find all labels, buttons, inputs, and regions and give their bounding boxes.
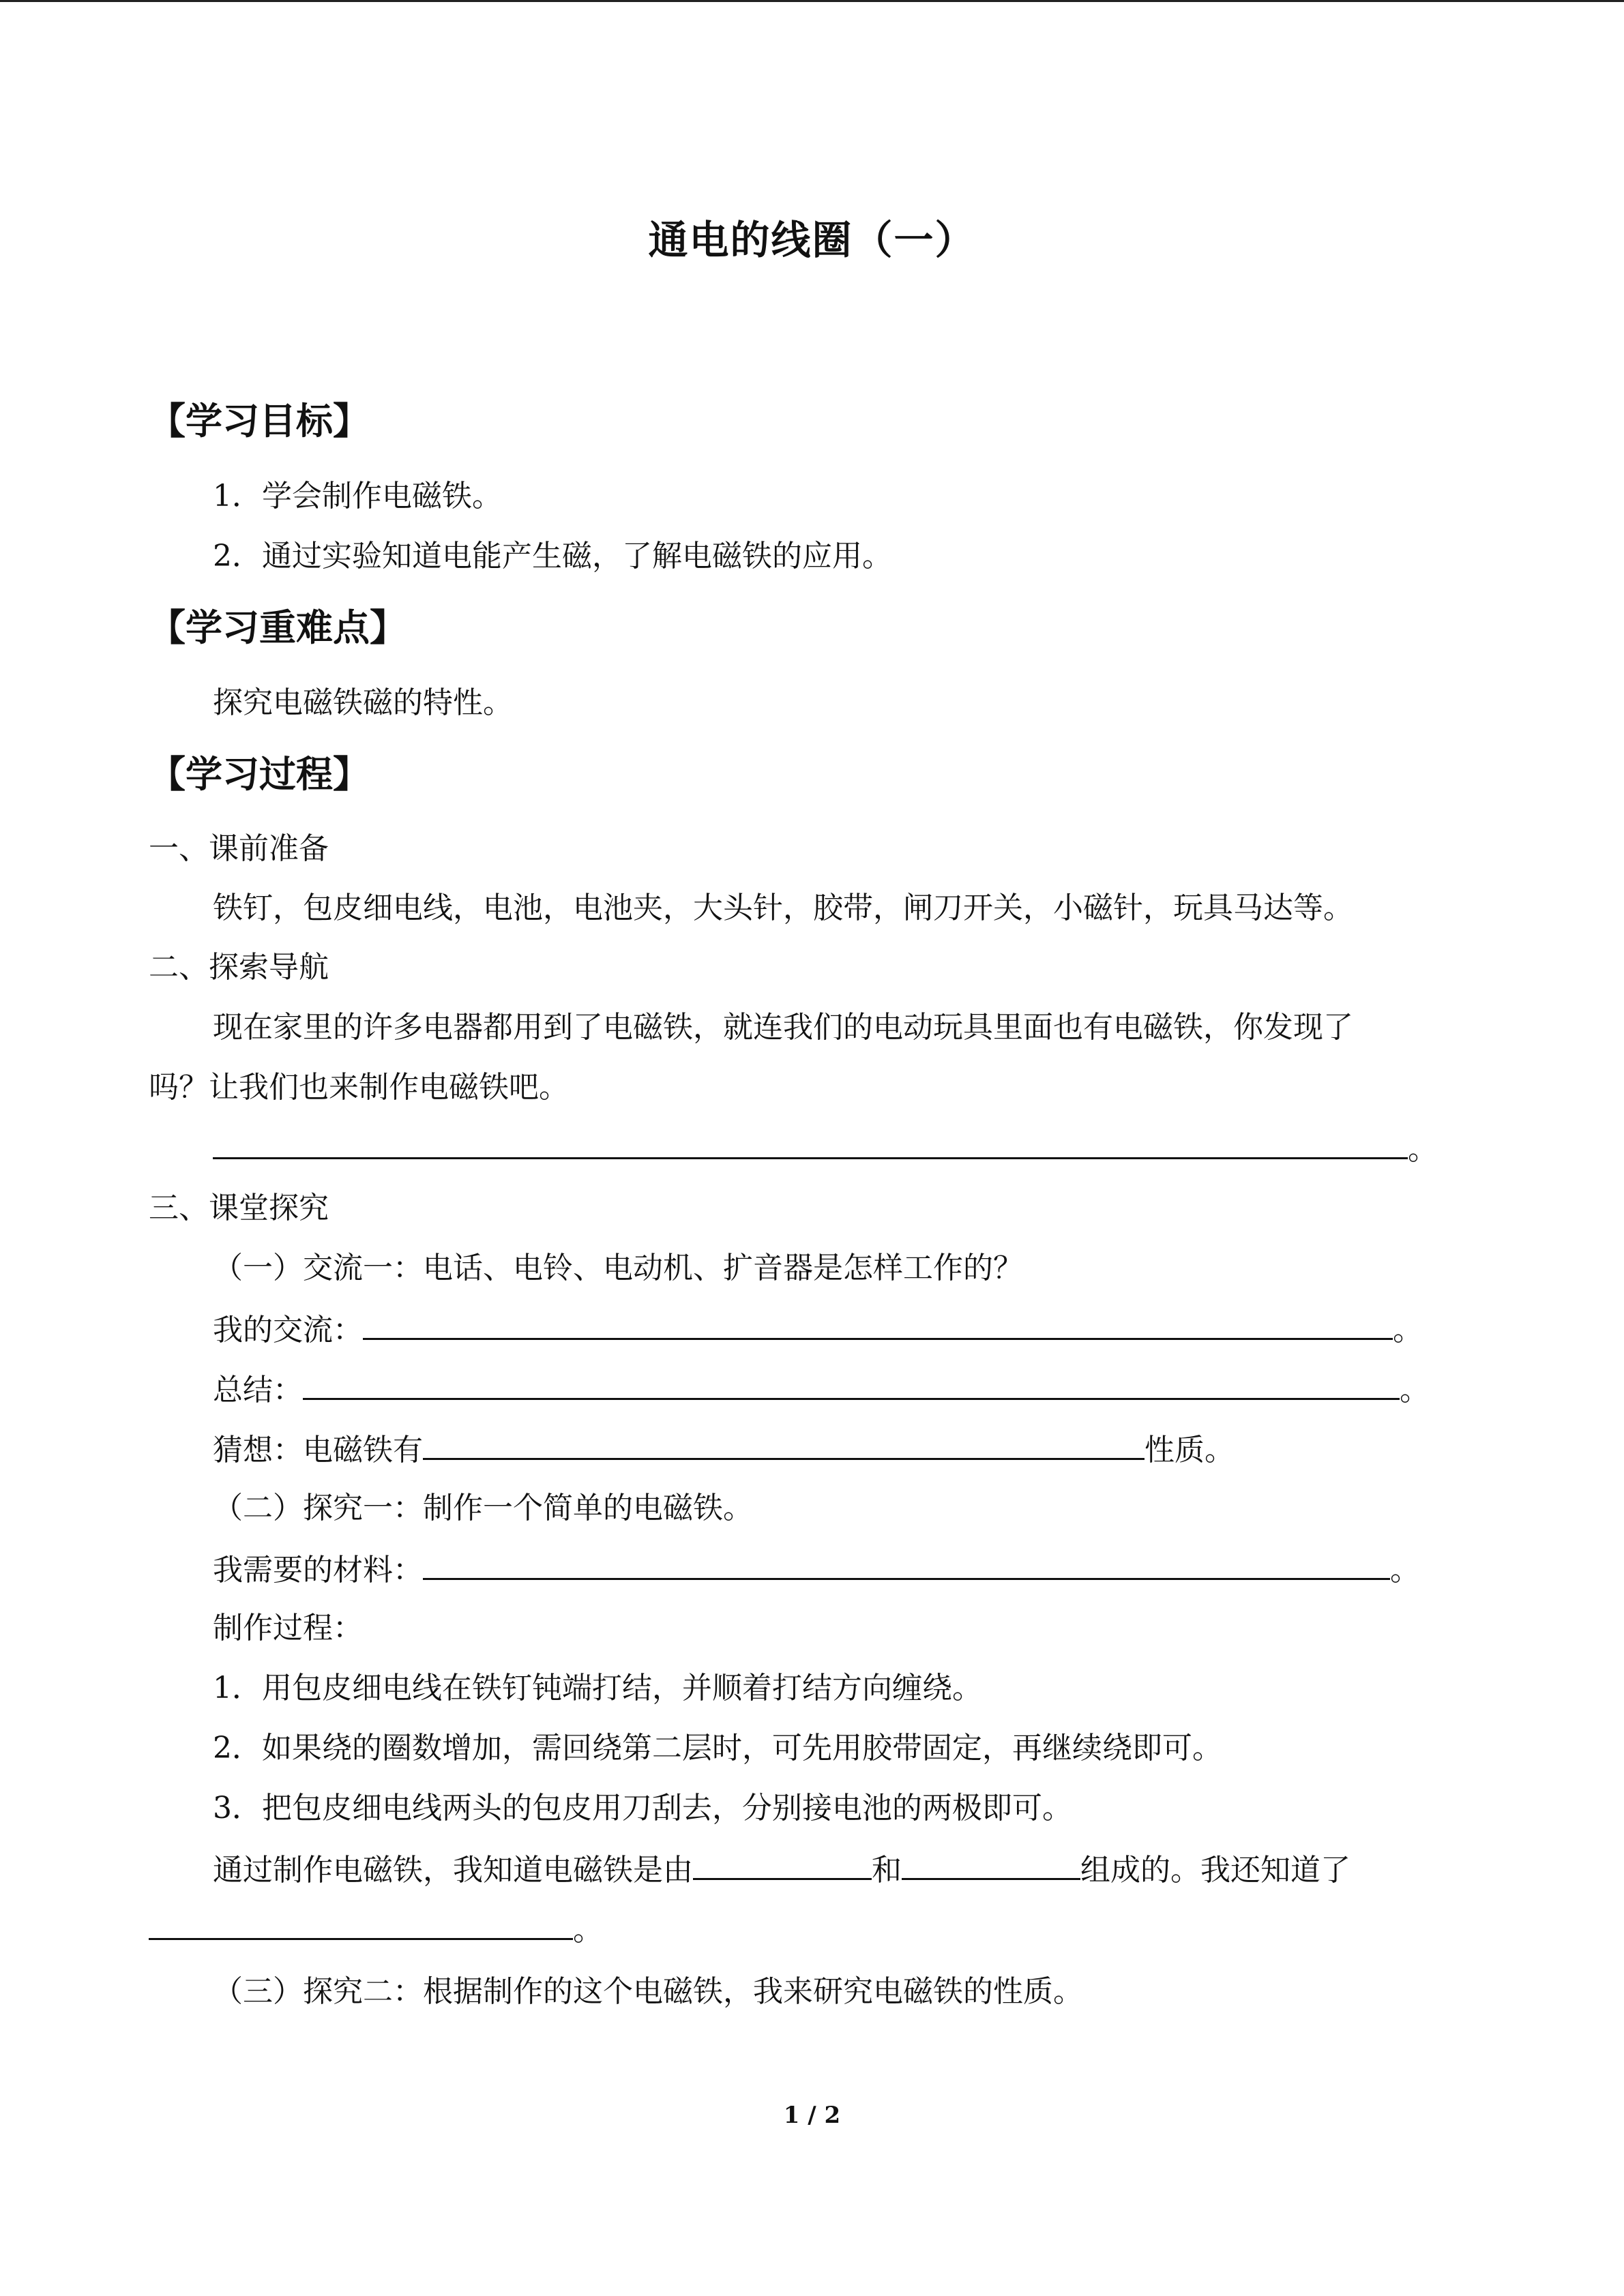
conclusion-row-2: [149, 1908, 603, 1951]
period: 。: [573, 1913, 603, 1948]
goal-item-1: 1．学会制作电磁铁。: [213, 479, 502, 513]
goal-item-2: 2．通过实验知道电能产生磁，了解电磁铁的应用。: [213, 539, 892, 573]
step-3: 3．把包皮细电线两头的包皮用刀刮去，分别接电池的两极即可。: [213, 1791, 1072, 1825]
summary-label: 总结：: [213, 1373, 303, 1407]
conclusion-text-c: 组成的。我还知道了: [1080, 1853, 1350, 1888]
step-1: 1．用包皮细电线在铁钉钝端打结，并顺着打结方向缠绕。: [213, 1671, 982, 1705]
section-2-line-1: 现在家里的许多电器都用到了电磁铁，就连我们的电动玩具里面也有电磁铁，你发现了: [213, 1010, 1353, 1045]
conclusion-blank-2[interactable]: [902, 1848, 1080, 1880]
period: 。: [1408, 1132, 1438, 1167]
process-heading: 【学习过程】: [149, 753, 370, 796]
question-2: （二）探究一：制作一个简单的电磁铁。: [213, 1491, 753, 1525]
summary-blank[interactable]: [303, 1368, 1400, 1400]
process-title: 制作过程：: [213, 1611, 363, 1645]
my-exchange-blank[interactable]: [363, 1308, 1393, 1340]
section-1-text: 铁钉，包皮细电线，电池，电池夹，大头针，胶带，闸刀开关，小磁针，玩具马达等。: [213, 891, 1353, 925]
conclusion-blank-1[interactable]: [693, 1848, 872, 1880]
conclusion-text-a: 通过制作电磁铁，我知道电磁铁是由: [213, 1853, 693, 1888]
question-3: （三）探究二：根据制作的这个电磁铁，我来研究电磁铁的性质。: [213, 1974, 1083, 2009]
period: 。: [1390, 1553, 1420, 1587]
answer-blank-line[interactable]: [213, 1127, 1408, 1159]
materials-row: [213, 1548, 1420, 1591]
guess-blank[interactable]: [423, 1428, 1145, 1460]
conclusion-text-b: 和: [872, 1853, 902, 1888]
page-title: 通电的线圈（一）: [648, 217, 976, 263]
conclusion-row: [213, 1848, 1350, 1891]
goals-heading: 【学习目标】: [149, 400, 370, 443]
top-border: [0, 0, 1624, 2]
section-2-answer-row: [213, 1127, 1438, 1170]
guess-label: 猜想：电磁铁有: [213, 1433, 423, 1467]
my-exchange-label: 我的交流：: [213, 1313, 363, 1347]
period: 。: [1400, 1373, 1430, 1407]
my-exchange-row: [213, 1308, 1423, 1351]
guess-row: [213, 1428, 1235, 1471]
summary-row: [213, 1368, 1430, 1411]
page-number: 1 / 2: [783, 2102, 841, 2129]
section-2-title: 二、探索导航: [149, 950, 329, 985]
section-2-line-2: 吗？让我们也来制作电磁铁吧。: [149, 1070, 569, 1105]
materials-blank[interactable]: [423, 1548, 1390, 1580]
key-points-text: 探究电磁铁磁的特性。: [213, 685, 513, 720]
materials-label: 我需要的材料：: [213, 1553, 423, 1587]
step-2: 2．如果绕的圈数增加，需回绕第二层时，可先用胶带固定，再继续绕即可。: [213, 1731, 1222, 1765]
question-1: （一）交流一：电话、电铃、电动机、扩音器是怎样工作的？: [213, 1251, 1023, 1285]
guess-suffix: 性质。: [1145, 1433, 1235, 1467]
key-points-heading: 【学习重难点】: [149, 606, 407, 649]
period: 。: [1393, 1313, 1423, 1347]
section-1-title: 一、课前准备: [149, 831, 329, 866]
conclusion-blank-3[interactable]: [149, 1908, 573, 1940]
section-3-title: 三、课堂探究: [149, 1191, 329, 1225]
